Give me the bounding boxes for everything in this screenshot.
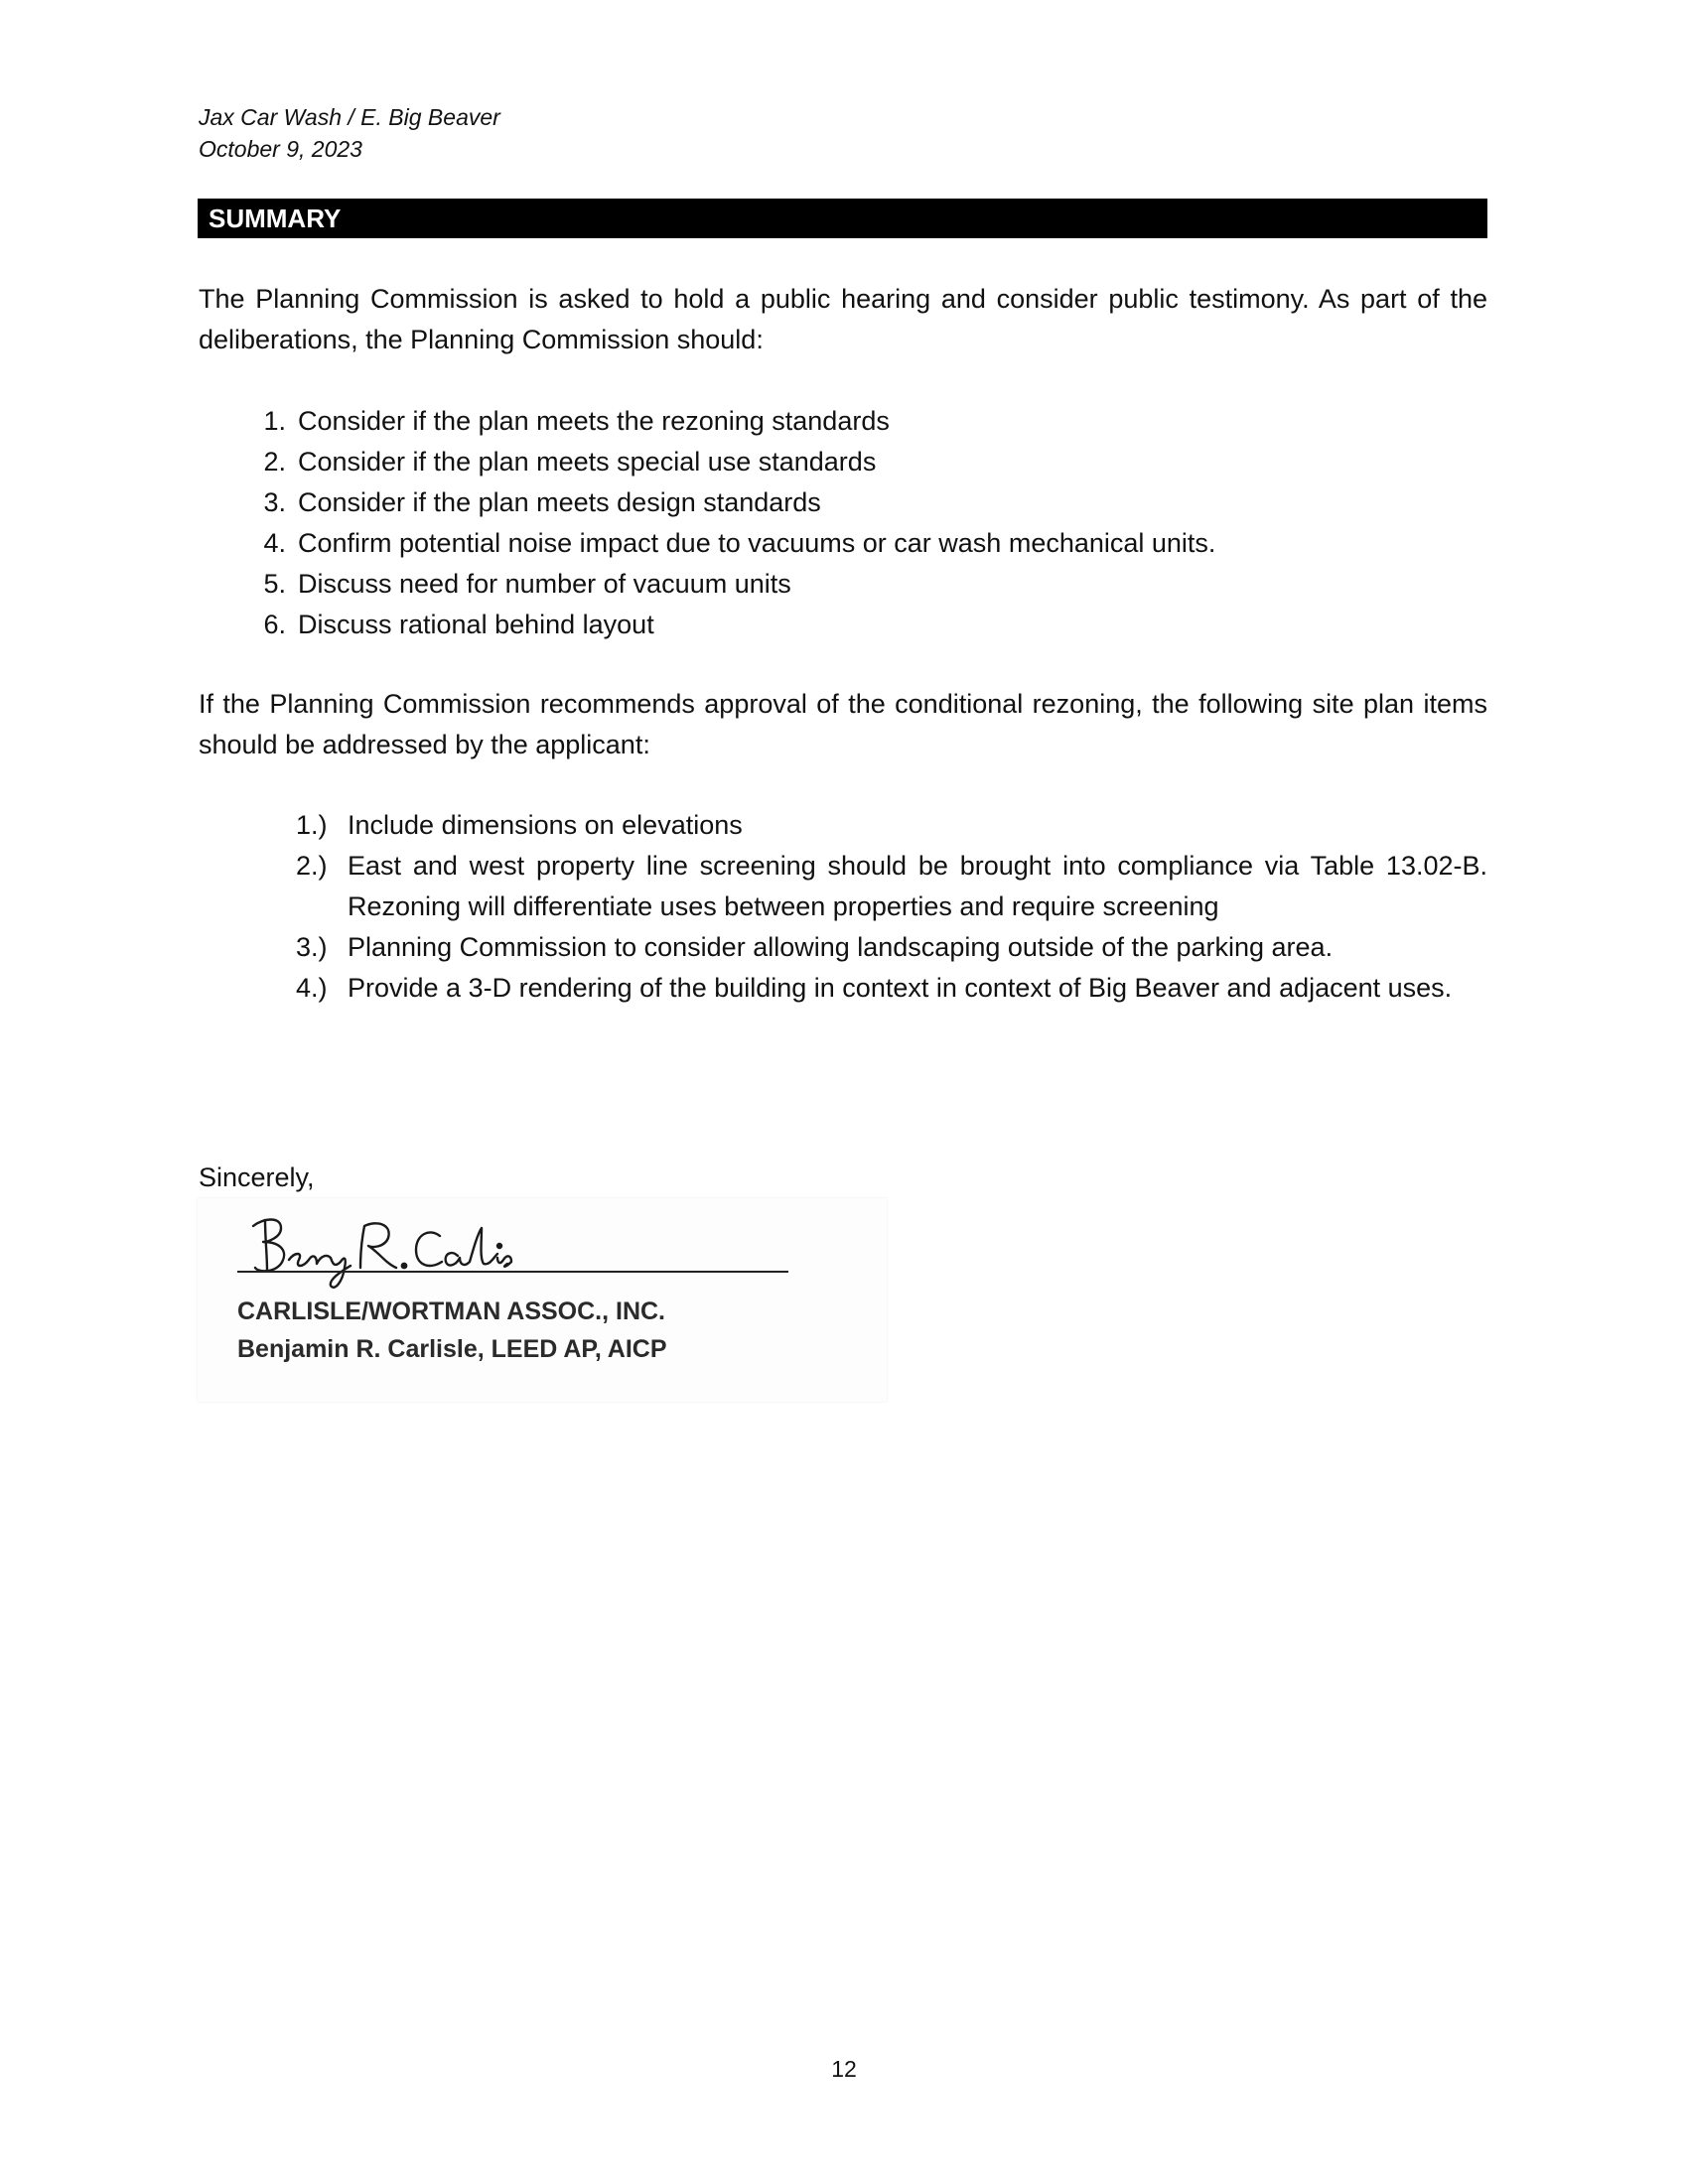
list-item-text: Planning Commission to consider allowing landscaping outside of the parking area. xyxy=(348,932,1334,962)
list-item-text: Consider if the plan meets the rezoning standards xyxy=(298,406,890,436)
list-item-text: Provide a 3-D rendering of the building in context in context of Big Beaver and adjacent uses. xyxy=(348,973,1453,1003)
intro-paragraph: The Planning Commission is asked to hold a public hearing and consider public testimony. As part of the deliberations, the Planning Commission should: xyxy=(199,284,1487,354)
list-item-number: 4.) xyxy=(296,973,328,1003)
list-item-number: 5. xyxy=(263,569,286,599)
list-item xyxy=(199,846,1487,927)
list-item xyxy=(199,968,1487,1009)
list-item-text: East and west property line screening should be brought into compliance via Table 13.02-B. Rezoning will differentiate uses between properties and require screening xyxy=(348,851,1487,921)
list-item xyxy=(199,564,1487,605)
list-item-number: 2. xyxy=(263,447,286,477)
list-item-number: 1. xyxy=(263,406,286,436)
header-date: October 9, 2023 xyxy=(199,136,362,162)
consideration-list xyxy=(199,401,1487,645)
site-plan-items-list xyxy=(199,805,1487,1009)
section-heading-summary: SUMMARY xyxy=(198,199,1487,238)
signature-company: CARLISLE/WORTMAN ASSOC., INC. xyxy=(237,1297,666,1325)
list-item-text: Consider if the plan meets special use standards xyxy=(298,447,877,477)
list-item xyxy=(199,805,1487,846)
header-project-title: Jax Car Wash / E. Big Beaver xyxy=(199,104,500,130)
signature-name: Benjamin R. Carlisle, LEED AP, AICP xyxy=(237,1335,667,1363)
list-item xyxy=(199,523,1487,564)
list-item-number: 4. xyxy=(263,528,286,558)
approval-paragraph: If the Planning Commission recommends approval of the conditional rezoning, the following site plan items should be addressed by the applicant: xyxy=(199,689,1487,759)
list-item xyxy=(199,482,1487,523)
closing-salutation: Sincerely, xyxy=(199,1162,315,1192)
list-item xyxy=(199,605,1487,645)
page-number: 12 xyxy=(831,2056,857,2082)
handwritten-signature xyxy=(237,1208,813,1297)
list-item xyxy=(199,442,1487,482)
list-item-text: Include dimensions on elevations xyxy=(348,810,743,840)
list-item-number: 3.) xyxy=(296,932,328,962)
list-item xyxy=(199,927,1487,968)
list-item xyxy=(199,401,1487,442)
list-item-text: Discuss rational behind layout xyxy=(298,610,654,639)
list-item-number: 1.) xyxy=(296,810,328,840)
list-item-text: Confirm potential noise impact due to vacuums or car wash mechanical units. xyxy=(298,528,1216,558)
list-item-text: Consider if the plan meets design standards xyxy=(298,487,821,517)
signature-block xyxy=(198,1198,887,1402)
list-item-number: 6. xyxy=(263,610,286,639)
list-item-number: 3. xyxy=(263,487,286,517)
list-item-number: 2.) xyxy=(296,851,328,881)
list-item-text: Discuss need for number of vacuum units xyxy=(298,569,791,599)
